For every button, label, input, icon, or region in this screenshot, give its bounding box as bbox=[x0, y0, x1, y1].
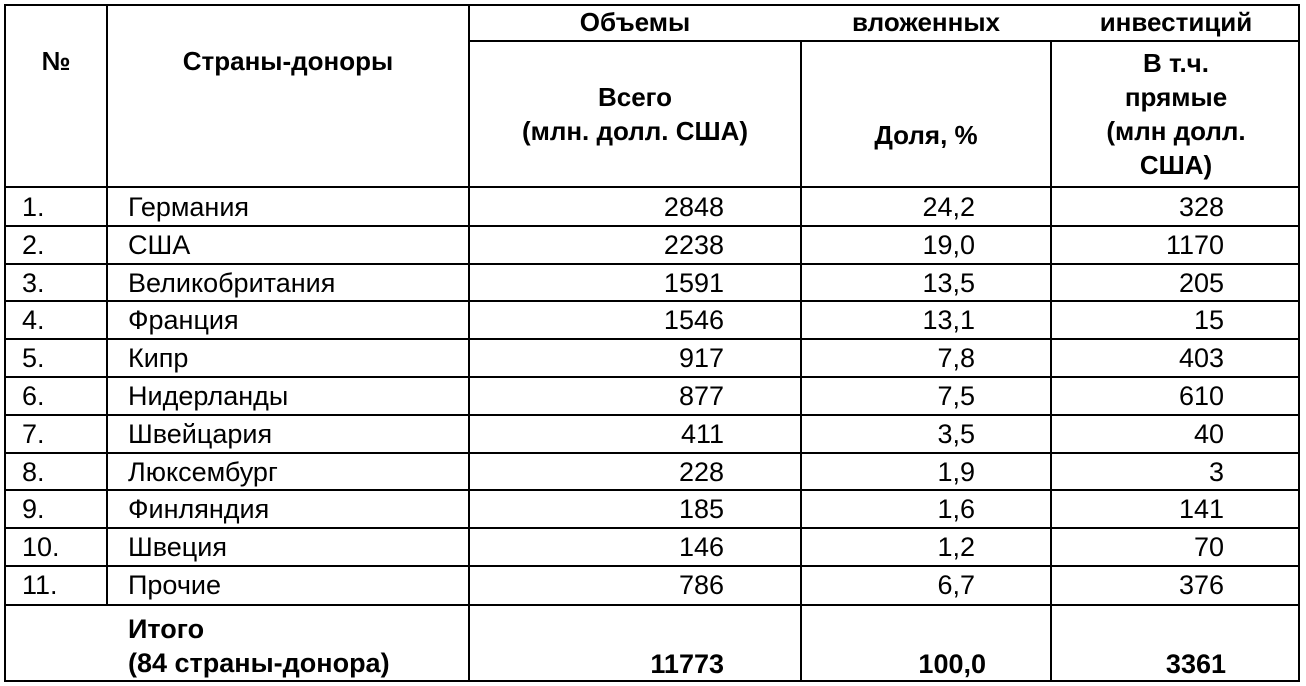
row-share: 7,8 bbox=[937, 343, 975, 374]
row-country: Швеция bbox=[128, 532, 227, 563]
footer-label: Итого (84 страны-донора) bbox=[128, 614, 390, 678]
row-total: 1591 bbox=[663, 267, 724, 298]
row-country: Швейцария bbox=[128, 418, 273, 449]
row-share: 19,0 bbox=[922, 229, 975, 260]
row-total: 146 bbox=[678, 532, 724, 563]
row-direct: 328 bbox=[1178, 192, 1224, 222]
row-number: 4. bbox=[22, 305, 45, 336]
row-number: 8. bbox=[22, 456, 45, 487]
row-number: 11. bbox=[22, 570, 58, 600]
row-total: 185 bbox=[678, 494, 724, 525]
row-share: 24,2 bbox=[922, 192, 975, 222]
row-country: Люксембург bbox=[128, 456, 278, 487]
footer-total: 11773 bbox=[650, 649, 724, 679]
row-total: 917 bbox=[678, 343, 724, 374]
row-number: 10. bbox=[22, 532, 60, 563]
divider bbox=[4, 186, 1300, 188]
header-total: Всего (млн. долл. США) bbox=[521, 82, 749, 146]
row-country: Кипр bbox=[128, 343, 189, 374]
row-share: 1,6 bbox=[937, 494, 975, 525]
row-share: 6,7 bbox=[937, 570, 975, 600]
row-share: 13,5 bbox=[922, 267, 975, 298]
row-country: Великобритания bbox=[128, 267, 336, 298]
row-number: 3. bbox=[22, 267, 45, 298]
row-country: Финляндия bbox=[128, 494, 270, 525]
row-direct: 15 bbox=[1193, 305, 1224, 336]
row-total: 411 bbox=[680, 418, 724, 449]
row-country: Нидерланды bbox=[128, 381, 289, 411]
row-number: 5. bbox=[22, 343, 45, 374]
row-direct: 403 bbox=[1178, 343, 1224, 374]
header-direct: В т.ч. прямые (млн долл. США) bbox=[1106, 48, 1246, 180]
row-number: 9. bbox=[22, 494, 45, 525]
row-country: Германия bbox=[128, 192, 250, 222]
row-share: 3,5 bbox=[937, 418, 975, 449]
row-number: 6. bbox=[22, 381, 45, 411]
divider bbox=[106, 4, 108, 606]
row-direct: 610 bbox=[1178, 381, 1224, 411]
row-number: 7. bbox=[22, 418, 45, 449]
row-share: 1,2 bbox=[937, 532, 975, 563]
row-total: 2238 bbox=[663, 229, 724, 260]
header-group-word-2: вложенных bbox=[852, 7, 1000, 37]
row-total: 228 bbox=[678, 456, 724, 487]
footer-direct: 3361 bbox=[1165, 649, 1226, 679]
header-number: № bbox=[41, 46, 71, 76]
row-total: 2848 bbox=[663, 192, 724, 222]
row-direct: 205 bbox=[1178, 267, 1224, 298]
header-share: Доля, % bbox=[874, 120, 978, 150]
row-direct: 141 bbox=[1178, 494, 1224, 525]
row-direct: 376 bbox=[1178, 570, 1224, 600]
row-country: Прочие bbox=[128, 570, 222, 600]
row-total: 1546 bbox=[663, 305, 724, 336]
divider bbox=[468, 40, 1300, 42]
row-direct: 1170 bbox=[1165, 229, 1224, 260]
footer-share: 100,0 bbox=[918, 649, 986, 679]
header-countries: Страны-доноры bbox=[182, 46, 394, 76]
row-number: 2. bbox=[22, 229, 45, 260]
row-share: 13,1 bbox=[922, 305, 975, 336]
row-direct: 3 bbox=[1208, 456, 1224, 487]
row-share: 7,5 bbox=[937, 381, 975, 411]
row-number: 1. bbox=[22, 192, 45, 222]
row-direct: 40 bbox=[1193, 418, 1224, 449]
row-country: США bbox=[128, 229, 191, 260]
row-total: 786 bbox=[678, 570, 724, 600]
row-total: 877 bbox=[678, 381, 724, 411]
divider bbox=[4, 604, 1300, 606]
row-country: Франция bbox=[128, 305, 239, 336]
header-group-word-1: Объемы bbox=[579, 7, 691, 37]
header-group-word-3: инвестиций bbox=[1099, 7, 1253, 37]
row-direct: 70 bbox=[1193, 532, 1224, 563]
row-share: 1,9 bbox=[937, 456, 975, 487]
